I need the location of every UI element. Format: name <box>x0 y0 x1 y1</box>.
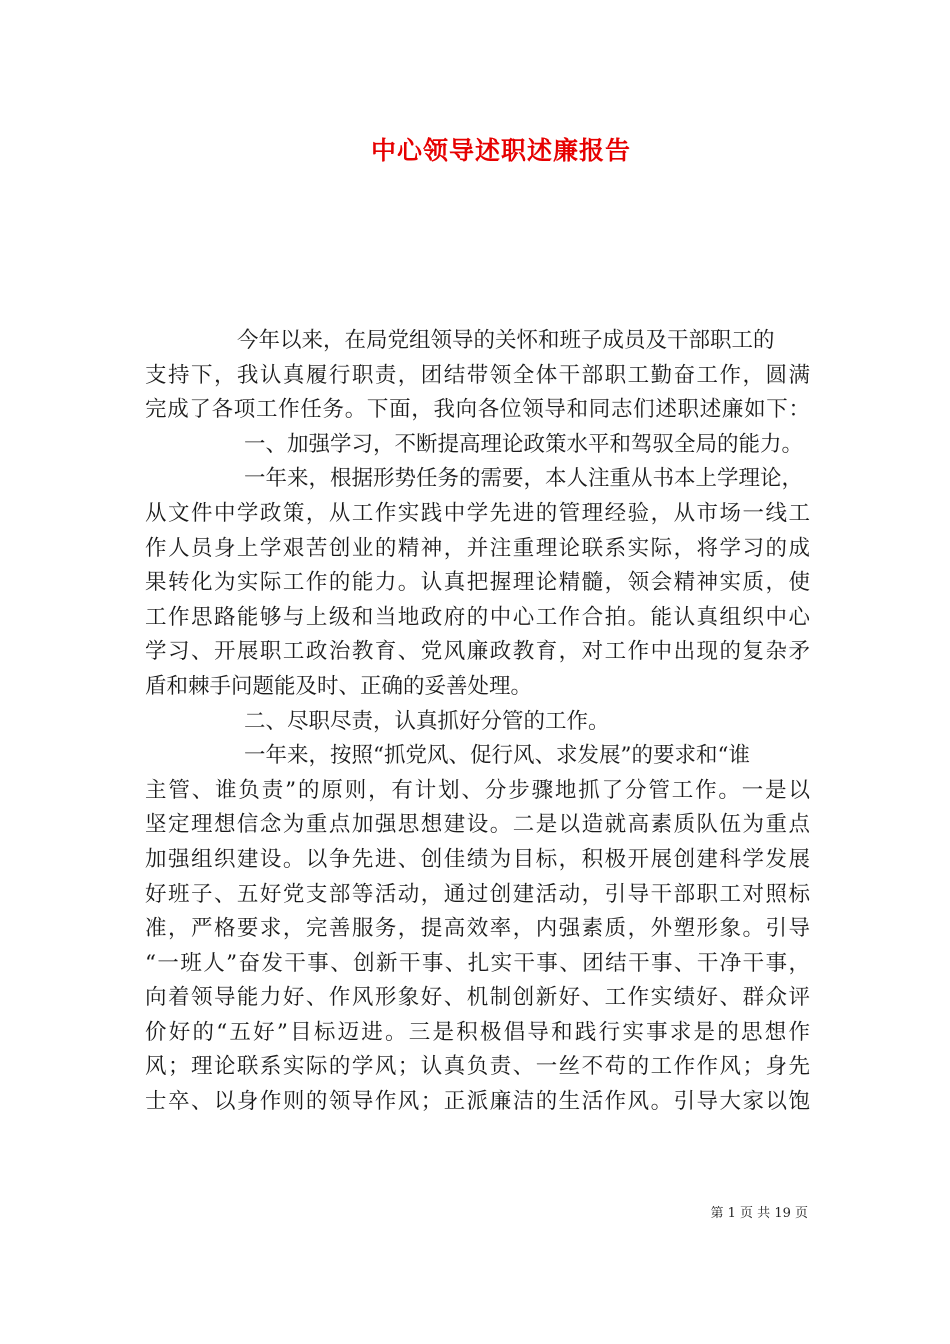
body-line: 盾和棘手问题能及时、正确的妥善处理。 <box>145 673 533 699</box>
document-body <box>145 324 810 1120</box>
body-line: 一年来，按照“抓党风、促行风、求发展”的要求和“谁 <box>244 743 750 769</box>
body-line: 完成了各项工作任务。下面，我向各位领导和同志们述职述廉如下： <box>145 397 810 423</box>
body-line: 从文件中学政策，从工作实践中学先进的管理经验，从市场一线工 <box>145 500 810 526</box>
body-line: 支持下，我认真履行职责，团结带领全体干部职工勤奋工作，圆满 <box>145 362 810 388</box>
body-line: 价好的“五好”目标迈进。三是积极倡导和践行实事求是的思想作 <box>145 1019 810 1045</box>
body-line: 工作思路能够与上级和当地政府的中心工作合拍。能认真组织中心 <box>145 604 810 630</box>
body-line: 坚定理想信念为重点加强思想建设。二是以造就高素质队伍为重点 <box>145 812 810 838</box>
section-heading: 二、尽职尽责，认真抓好分管的工作。 <box>244 708 610 734</box>
body-line: 风；理论联系实际的学风；认真负责、一丝不苟的工作作风；身先 <box>145 1054 810 1080</box>
section-heading: 一、加强学习，不断提高理论政策水平和驾驭全局的能力。 <box>244 431 804 457</box>
page-number: 第 1 页 共 19 页 <box>710 1206 808 1221</box>
body-line: 主管、谁负责”的原则，有计划、分步骤地抓了分管工作。一是以 <box>145 777 810 803</box>
body-line: 加强组织建设。以争先进、创佳绩为目标，积极开展创建科学发展 <box>145 846 810 872</box>
body-line: 今年以来，在局党组领导的关怀和班子成员及干部职工的 <box>237 328 775 353</box>
body-line: 一年来，根据形势任务的需要，本人注重从书本上学理论， <box>244 466 804 492</box>
body-line: 准，严格要求，完善服务，提高效率，内强素质，外塑形象。引导 <box>145 916 810 942</box>
body-line: 作人员身上学艰苦创业的精神，并注重理论联系实际，将学习的成 <box>145 535 810 561</box>
body-line: 士卒、以身作则的领导作风；正派廉洁的生活作风。引导大家以饱 <box>145 1089 810 1115</box>
body-line: “一班人”奋发干事、创新干事、扎实干事、团结干事、干净干事， <box>145 950 810 976</box>
document-title: 中心领导述职述廉报告 <box>370 136 631 165</box>
body-line: 好班子、五好党支部等活动，通过创建活动，引导干部职工对照标 <box>145 881 810 907</box>
body-line: 学习、开展职工政治教育、党风廉政教育，对工作中出现的复杂矛 <box>145 639 810 665</box>
body-line: 向着领导能力好、作风形象好、机制创新好、工作实绩好、群众评 <box>145 985 810 1011</box>
body-line: 果转化为实际工作的能力。认真把握理论精髓，领会精神实质，使 <box>145 570 810 596</box>
